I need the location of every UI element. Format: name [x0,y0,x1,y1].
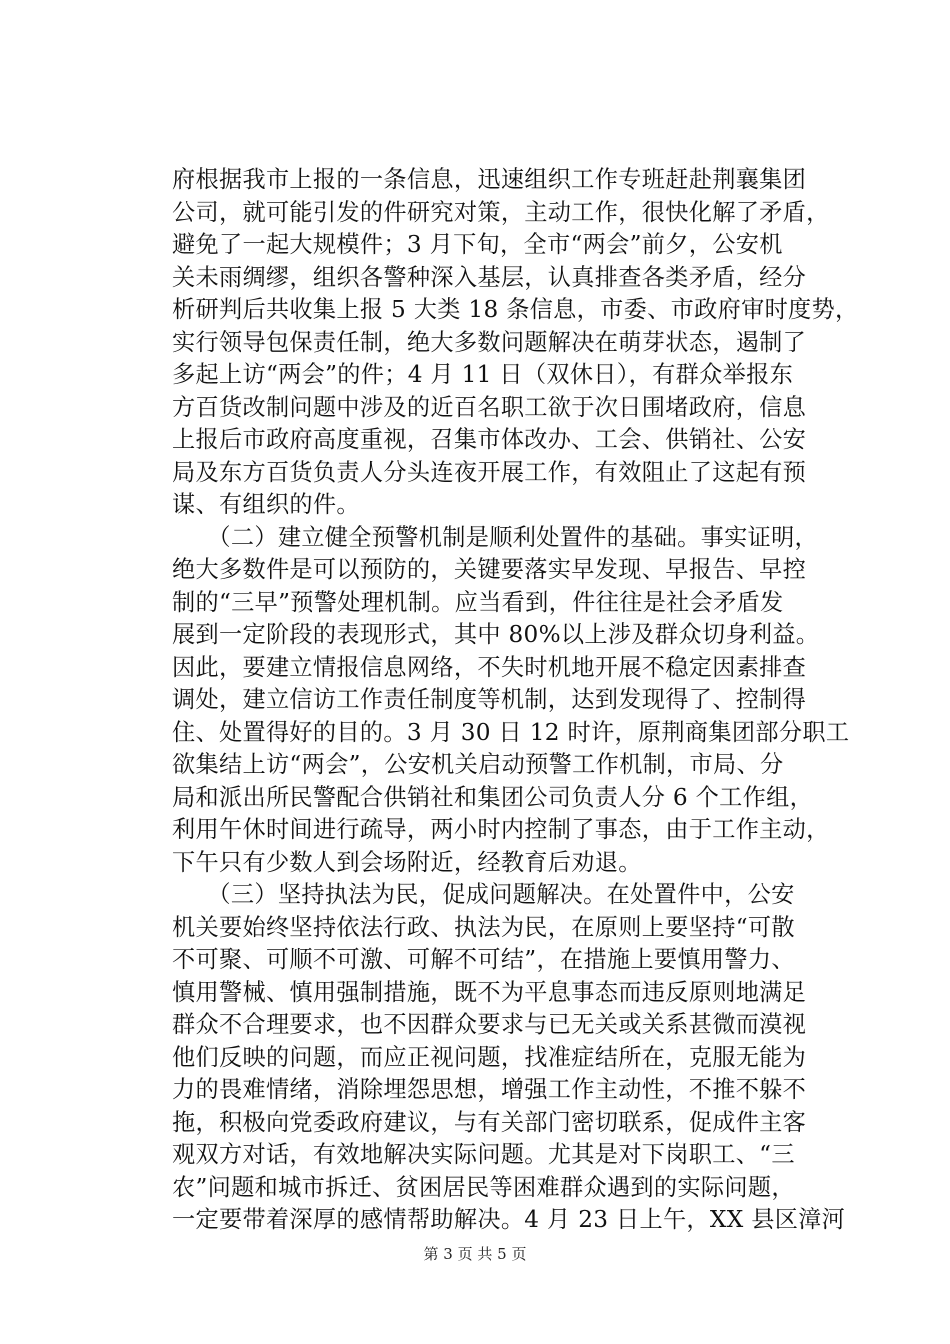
text-line: （二）建立健全预警机制是顺利处置件的基础。事实证明， [172,523,819,551]
text-line: 调处，建立信访工作责任制度等机制，达到发现得了、控制得 [172,686,807,713]
text-line: 观双方对话，有效地解决实际问题。尤其是对下岗职工、“三 [172,1141,795,1168]
text-line: 拖，积极向党委政府建议，与有关部门密切联系，促成件主客 [172,1108,807,1136]
text-line: 一定要带着深厚的感情帮助解决。4 月 23 日上午，XX 县区漳河 [172,1206,846,1233]
text-line: 谋、有组织的件。 [172,491,360,518]
text-line: 实行领导包保责任制，绝大多数问题解决在萌芽状态，遏制了 [172,328,807,356]
text-line: （三）坚持执法为民，促成问题解决。在处置件中，公安 [172,881,795,908]
text-line: 绝大多数件是可以预防的，关键要落实早发现、早报告、早控 [172,556,807,583]
text-line: 利用午休时间进行疏导，两小时内控制了事态，由于工作主动， [172,816,830,843]
body-text [172,164,860,1237]
text-line: 上报后市政府高度重视，召集市体改办、工会、供销社、公安 [172,426,807,453]
text-line: 析研判后共收集上报 5 大类 18 条信息，市委、市政府审时度势， [172,296,859,323]
text-line: 展到一定阶段的表现形式，其中 80%以上涉及群众切身利益。 [172,621,820,648]
text-line: 因此，要建立情报信息网络，不失时机地开展不稳定因素排查 [172,653,807,681]
text-line: 制的“三早”预警处理机制。应当看到，件往往是社会矛盾发 [172,588,784,616]
text-line: 公司，就可能引发的件研究对策，主动工作，很快化解了矛盾， [172,198,830,226]
text-line: 不可聚、可顺不可激、可解不可结”，在措施上要慎用警力、 [172,946,795,973]
text-line: 欲集结上访“两会”，公安机关启动预警工作机制，市局、分 [172,751,784,778]
text-line: 农”问题和城市拆迁、贫困居民等困难群众遇到的实际问题， [172,1173,795,1201]
text-line: 住、处置得好的目的。3 月 30 日 12 时许，原荆商集团部分职工 [172,718,850,746]
page-footer: 第 3 页 共 5 页 [423,1245,527,1263]
text-line: 机关要始终坚持依法行政、执法为民，在原则上要坚持“可散 [172,913,795,941]
text-line: 群众不合理要求，也不因群众要求与已无关或关系甚微而漠视 [172,1011,807,1038]
text-line: 多起上访“两会”的件；4 月 11 日（双休日），有群众举报东 [172,361,794,388]
text-line: 关未雨绸缪，组织各警种深入基层，认真排查各类矛盾，经分 [172,263,807,291]
text-line: 方百货改制问题中涉及的近百名职工欲于次日围堵政府，信息 [172,393,807,421]
text-line: 下午只有少数人到会场附近，经教育后劝退。 [172,848,642,876]
text-line: 府根据我市上报的一条信息，迅速组织工作专班赶赴荆襄集团 [172,166,807,193]
text-line: 局和派出所民警配合供销社和集团公司负责人分 6 个工作组， [172,783,814,811]
text-line: 慎用警械、慎用强制措施，既不为平息事态而违反原则地满足 [172,978,807,1006]
text-line: 他们反映的问题，而应正视问题，找准症结所在，克服无能为 [172,1043,807,1071]
text-line: 避免了一起大规模件；3 月下旬，全市“两会”前夕，公安机 [172,231,783,258]
text-line: 局及东方百货负责人分头连夜开展工作，有效阻止了这起有预 [172,458,807,486]
text-line: 力的畏难情绪，消除埋怨思想，增强工作主动性，不推不躲不 [172,1076,807,1103]
